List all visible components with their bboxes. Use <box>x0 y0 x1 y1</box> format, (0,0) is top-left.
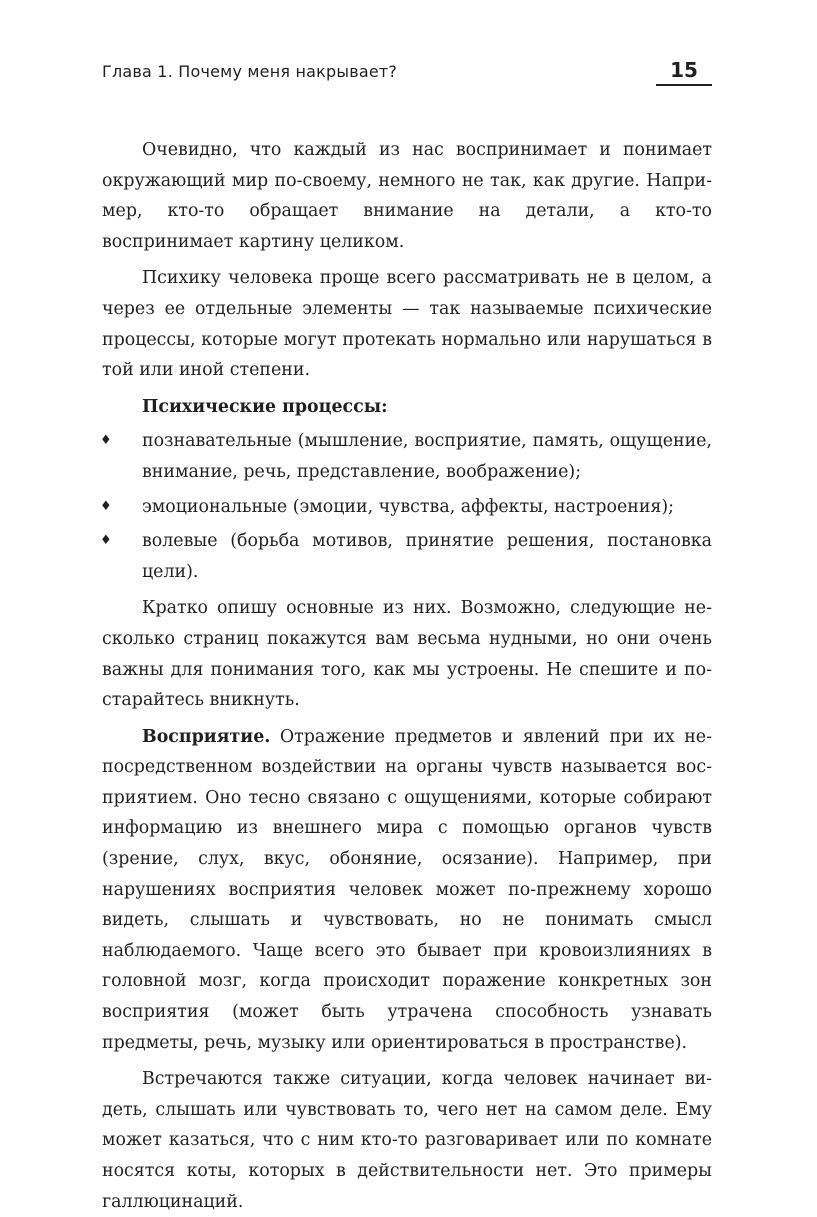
paragraph-intro-2: Психику человека проще всего рассматривать не в целом, а через ее отдельные элементы — так называемые психические процессы, которые могут протекать нормально или нарушаться в той или иной степени. <box>102 268 712 381</box>
page-number: 15 <box>670 58 698 82</box>
list-heading: Психические процессы: <box>142 396 388 417</box>
list-item-text: эмоциональные (эмоции, чувства, аффекты, настроения); <box>142 496 675 517</box>
list-item-text: волевые (борьба мотивов, принятие решения, постановка цели). <box>142 531 712 582</box>
paragraph-final: Встречаются также ситуации, когда человек начинает видеть, слышать или чувствовать то, чего нет на самом деле. Ему может казаться, что с ним кто-то разговаривает или по комнате носятся коты, которых в действительности нет. Это примеры галлюцинаций. <box>102 1069 712 1212</box>
paragraph-after-list: Кратко опишу основные из них. Возможно, следующие несколько страниц покажутся вам весьма нудными, но они очень важны для понимания того, как мы устроены. Не спешите и постарайтесь вникнуть. <box>102 598 712 711</box>
mental-processes-list <box>102 426 712 587</box>
page-number-rule <box>656 84 712 86</box>
chapter-title: Глава 1. Почему меня накрывает? <box>102 62 398 81</box>
list-item <box>102 526 712 587</box>
list-item <box>102 426 712 487</box>
body-text <box>102 135 712 1217</box>
perception-term: Восприятие. <box>142 726 271 747</box>
diamond-bullet-icon: ♦ <box>100 498 112 514</box>
list-item-text: познавательные (мышление, восприятие, память, ощущение, внимание, речь, представление, воображение); <box>142 431 712 482</box>
paragraph-intro-1: Очевидно, что каждый из нас воспринимает и понимает окружающий мир по-своему, немного не так, как другие. Например, кто-то обращает внимание на детали, а кто-то воспринимает картину целиком. <box>102 140 712 252</box>
list-item <box>102 492 712 523</box>
diamond-bullet-icon: ♦ <box>100 533 112 549</box>
perception-text: Отражение предметов и явлений при их непосредственном воздействии на органы чувств называется восприятием. Оно тесно связано с ощущениями, которые собирают информацию из внешнего мира с помощью органов чувств (зрение, слух, вкус, обоняние, осязание). Например, при нарушениях восприятия человек может по-прежнему хорошо видеть, слышать и чувствовать, но не понимать смысл наблюдаемого. Чаще всего это бывает при кровоизлияниях в головной мозг, когда происходит поражение конкретных зон восприятия (может быть утрачена способность узнавать предметы, речь, музыку или ориентироваться в пространстве). <box>102 726 712 1053</box>
paragraph-perception <box>102 722 712 1059</box>
running-head <box>102 60 712 88</box>
diamond-bullet-icon: ♦ <box>100 433 112 449</box>
